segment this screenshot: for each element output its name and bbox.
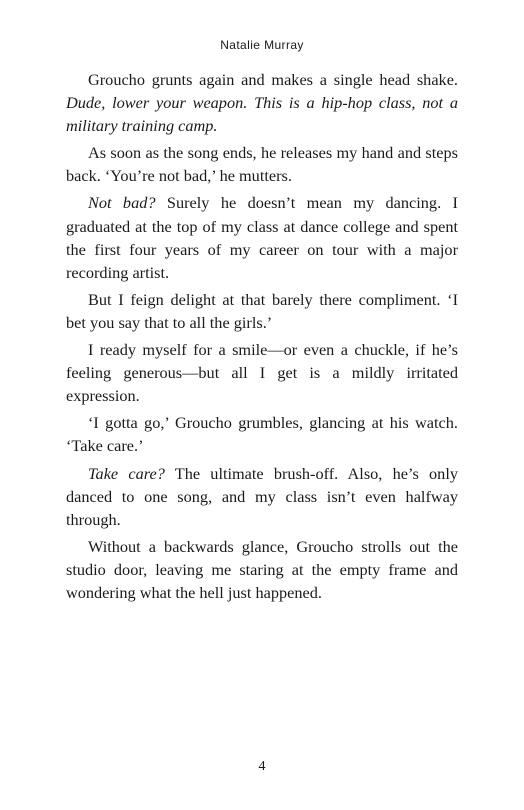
- paragraph-3: [66, 191, 458, 283]
- paragraph-1-italic: Dude, lower your weapon. This is a hip-hop class, not a military training camp.: [66, 93, 458, 136]
- paragraph-6: ‘I gotta go,’ Groucho grumbles, glancing at his watch. ‘Take care.’: [66, 413, 458, 456]
- running-head: Natalie Murray: [220, 38, 304, 52]
- page-number: 4: [258, 759, 266, 774]
- paragraph-4: But I feign delight at that barely there compliment. ‘I bet you say that to all the girls.’: [66, 289, 458, 332]
- body-text: [66, 68, 458, 608]
- paragraph-3-text: Surely he doesn’t mean my dancing. I graduated at the top of my class at dance college and spent the first four years of my career on tour with a major recording artist.: [66, 193, 458, 282]
- paragraph-1-text: Groucho grunts again and makes a single head shake.: [88, 70, 458, 89]
- paragraph-8: Without a backwards glance, Groucho strolls out the studio door, leaving me staring at the empty frame and wondering what the hell just happened.: [66, 536, 458, 602]
- paragraph-7-text: The ultimate brush-off. Also, he’s only danced to one song, and my class isn’t even halfway through.: [66, 463, 458, 529]
- paragraph-1: [66, 68, 458, 137]
- paragraph-5: I ready myself for a smile—or even a chuckle, if he’s feeling generous—but all I get is a mildly irritated expression.: [66, 340, 458, 406]
- paragraph-2: As soon as the song ends, he releases my hand and steps back. ‘You’re not bad,’ he mutters.: [66, 143, 458, 186]
- paragraph-7: [66, 462, 458, 531]
- paragraph-7-italic: Take care?: [88, 463, 165, 483]
- paragraph-3-italic: Not bad?: [88, 193, 156, 213]
